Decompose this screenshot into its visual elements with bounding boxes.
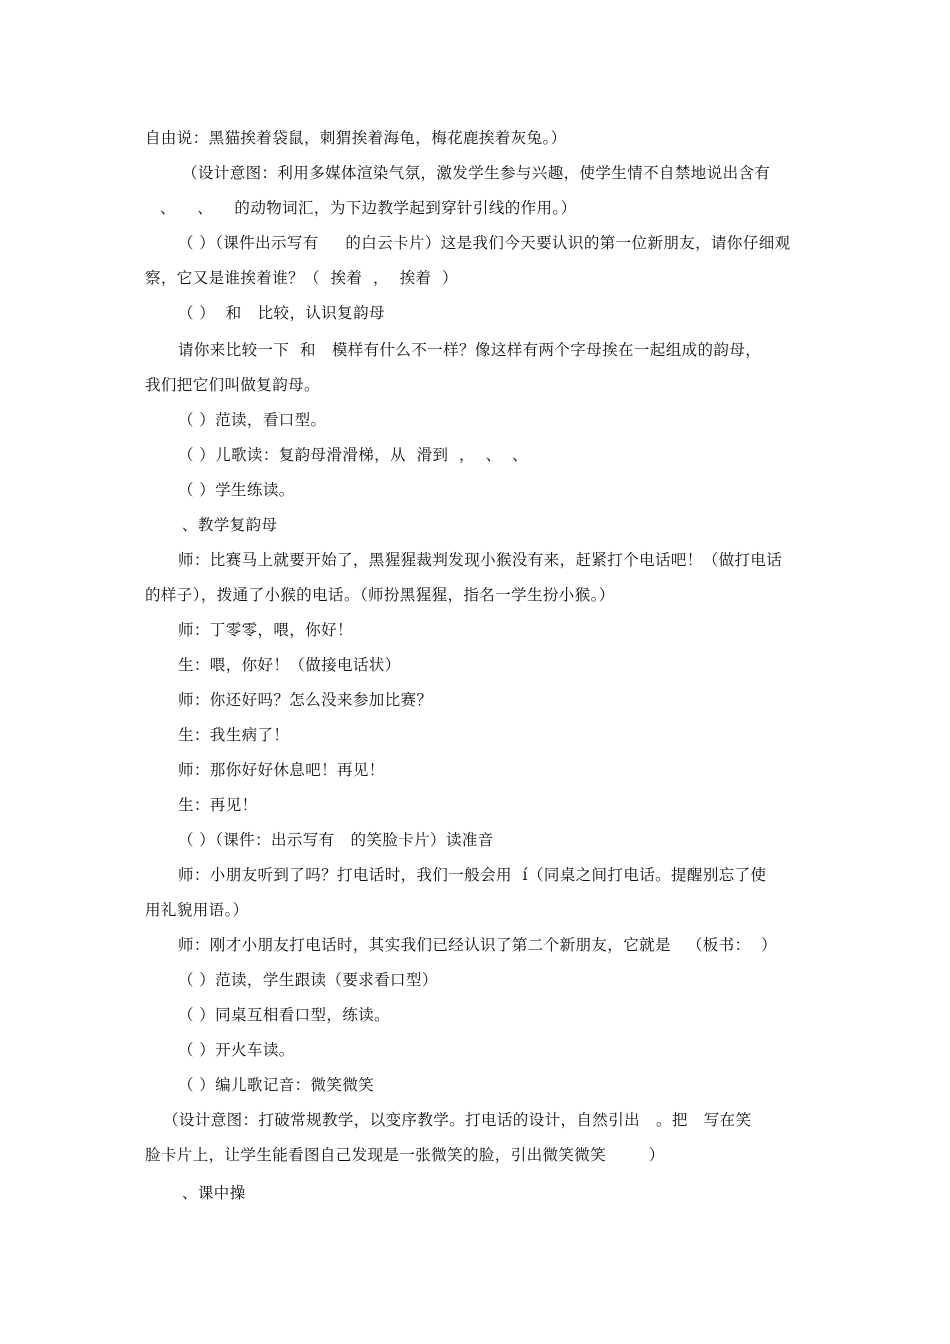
text-line-19: 师：那你好好休息吧！再见！	[178, 761, 385, 779]
section-heading-kezhongcao: 、课中操	[182, 1184, 246, 1202]
text-line-13: 师：比赛马上就要开始了，黑猩猩裁判发现小猴没有来，赶紧打个电话吧！（做打电话	[178, 551, 783, 569]
text-line-26: （ ）同桌互相看口型，练读。	[178, 1006, 391, 1024]
text-line-9: （ ）范读，看口型。	[178, 411, 327, 429]
text-line-17: 师：你还好吗？怎么没来参加比赛？	[178, 691, 433, 709]
text-line-28: （ ）编儿歌记音：微笑微笑	[178, 1076, 375, 1094]
text-line-4: （ ）（课件出示写有 的白云卡片）这是我们今天要认识的第一位新朋友，请你仔细观	[178, 234, 791, 252]
text-line-21: （ ）（课件：出示写有 的笑脸卡片）读准音	[178, 831, 494, 849]
text-line-29: （设计意图：打破常规教学，以变序教学。打电话的设计，自然引出 。把 写在笑	[163, 1111, 752, 1129]
text-line-11: （ ）学生练读。	[178, 481, 295, 499]
text-line-30: 脸卡片上，让学生能看图自己发现是一张微笑的脸，引出微笑微笑 ）	[145, 1146, 665, 1164]
text-line-25: （ ）范读，学生跟读（要求看口型）	[178, 971, 438, 989]
text-line-5: 察，它又是谁挨着谁？（ 挨着 ， 挨着 ）	[145, 269, 458, 287]
text-line-14: 的样子），拨通了小猴的电话。（师扮黑猩猩，指名一学生扮小猴。）	[145, 586, 615, 604]
text-line-8: 我们把它们叫做复韵母。	[145, 376, 320, 394]
text-line-22: 师：小朋友听到了吗？打电话时，我们一般会用 í（同桌之间打电话。提醒别忘了使	[178, 866, 767, 884]
text-line-1: 自由说：黑猫挨着袋鼠，刺猬挨着海龟，梅花鹿挨着灰兔。）	[145, 129, 567, 147]
text-line-20: 生：再见！	[178, 796, 258, 814]
text-line-7: 请你来比较一下 和 模样有什么不一样？像这样有两个字母挨在一起组成的韵母，	[178, 341, 762, 359]
text-line-24: 师：刚才小朋友打电话时，其实我们已经认识了第二个新朋友，它就是 （板书： ）	[178, 936, 778, 954]
text-line-15: 师：丁零零，喂，你好！	[178, 621, 353, 639]
text-line-27: （ ）开火车读。	[178, 1041, 295, 1059]
text-line-23: 用礼貌用语。）	[145, 901, 249, 919]
text-line-10: （ ）儿歌读：复韵母滑滑梯，从 滑到 ， 、 、	[178, 446, 529, 464]
text-line-6: （ ） 和 比较，认识复韵母	[178, 304, 385, 322]
text-line-2: （设计意图：利用多媒体渲染气氛，激发学生参与兴趣，使学生情不自禁地说出含有	[182, 164, 771, 182]
text-line-16: 生：喂，你好！（做接电话状）	[178, 656, 401, 674]
section-heading-fuyunmu: 、教学复韵母	[182, 516, 278, 534]
text-line-3: 、 、 的动物词汇，为下边教学起到穿针引线的作用。）	[160, 199, 577, 217]
text-line-18: 生：我生病了！	[178, 726, 290, 744]
